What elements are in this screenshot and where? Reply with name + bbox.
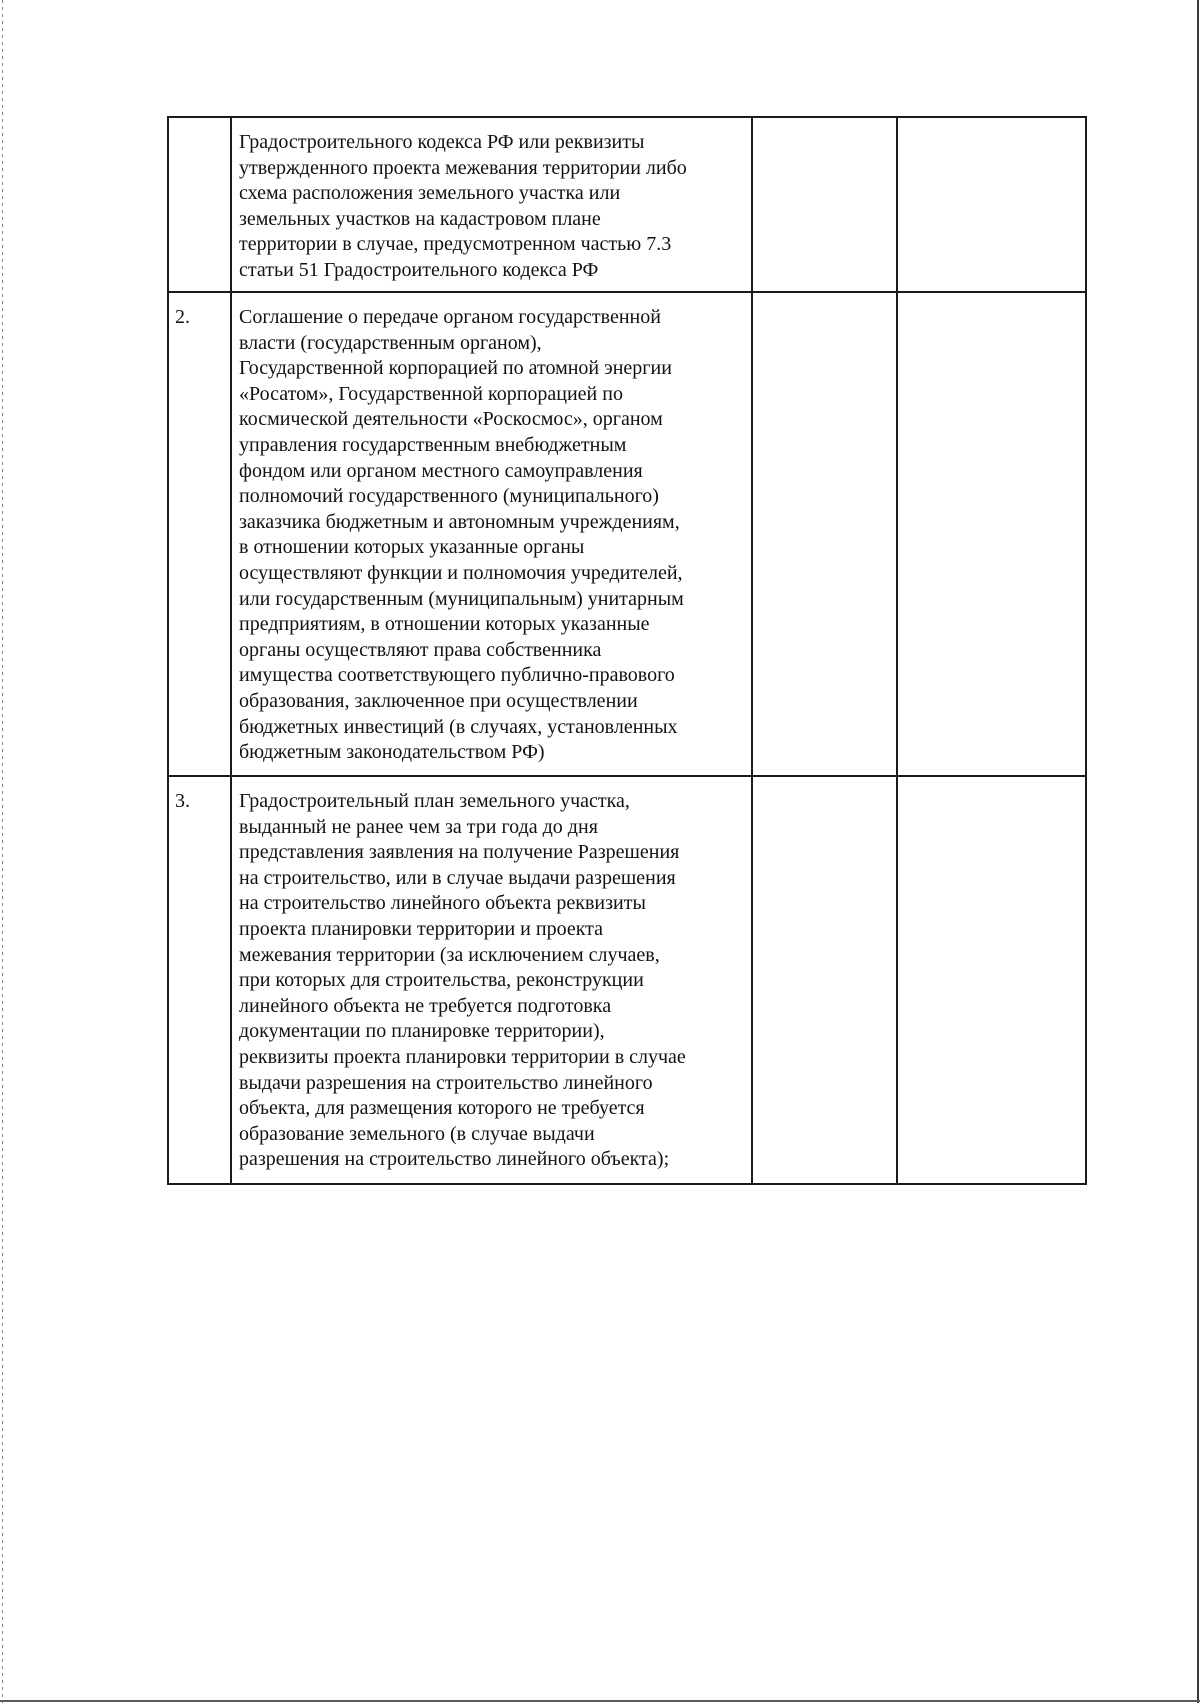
- row-number: 2.: [175, 306, 190, 328]
- cell-value-col3: [753, 777, 896, 795]
- document-description-cell: [231, 117, 752, 292]
- cell-value-col3: [753, 118, 896, 136]
- table-cell-col3: [752, 292, 897, 776]
- table-cell-col3: [752, 776, 897, 1184]
- cell-value-col4: [898, 777, 1085, 795]
- row-number: 3.: [175, 790, 190, 812]
- table-cell-col4: [897, 117, 1086, 292]
- cell-value-col3: [753, 293, 896, 311]
- table-cell-col4: [897, 292, 1086, 776]
- table-cell-col3: [752, 117, 897, 292]
- document-description-cell: [231, 292, 752, 776]
- document-description: Градостроительный план земельного участка, выданный не ранее чем за три года до дня представления заявления на получение Разрешения на строительство, или в случае выдачи разрешения на строительство линейного объекта реквизиты проекта планировки территории и проекта межевания территории (за исключением случаев, при которых для строительства, реконструкции линейного объекта не требуется подготовка документации по планировке территории), реквизиты проекта планировки территории в случае выдачи разрешения на строительство линейного объекта, для размещения которого не требуется образование земельного (в случае выдачи разрешения на строительство линейного объекта);: [239, 790, 686, 1171]
- row-number: [169, 118, 230, 130]
- document-description: Градостроительного кодекса РФ или реквизиты утвержденного проекта межевания территории либо схема расположения земельного участка или земельных участков на кадастровом плане территории в случае, предусмотренном частью 7.3 статьи 51 Градостроительного кодекса РФ: [239, 131, 687, 281]
- cell-value-col4: [898, 118, 1085, 136]
- row-number-cell: [168, 117, 231, 292]
- table-row: [168, 292, 1086, 776]
- table-row: [168, 117, 1086, 292]
- row-number-cell: [168, 292, 231, 776]
- row-number-cell: [168, 776, 231, 1184]
- cell-value-col4: [898, 293, 1085, 311]
- scan-edge-left: [2, 0, 3, 1703]
- documents-table: [167, 116, 1087, 1185]
- table-row: [168, 776, 1086, 1184]
- document-description-cell: [231, 776, 752, 1184]
- document-description: Соглашение о передаче органом государственной власти (государственным органом), Государственной корпорацией по атомной энергии «Росатом», Государственной корпорацией по космической деятельности «Роскосмос», органом управления государственным внебюджетным фондом или органом местного самоуправления полномочий государственного (муниципального) заказчика бюджетным и автономным учреждениям, в отношении которых указанные органы осуществляют функции и полномочия учредителей, или государственным (муниципальным) унитарным предприятиям, в отношении которых указанные органы осуществляют права собственника имущества соответствующего публично-правового образования, заключенное при осуществлении бюджетных инвестиций (в случаях, установленных бюджетным законодательством РФ): [239, 306, 684, 764]
- scan-edge-right: [1197, 0, 1199, 1703]
- table-cell-col4: [897, 776, 1086, 1184]
- scan-edge-bottom: [0, 1700, 1200, 1702]
